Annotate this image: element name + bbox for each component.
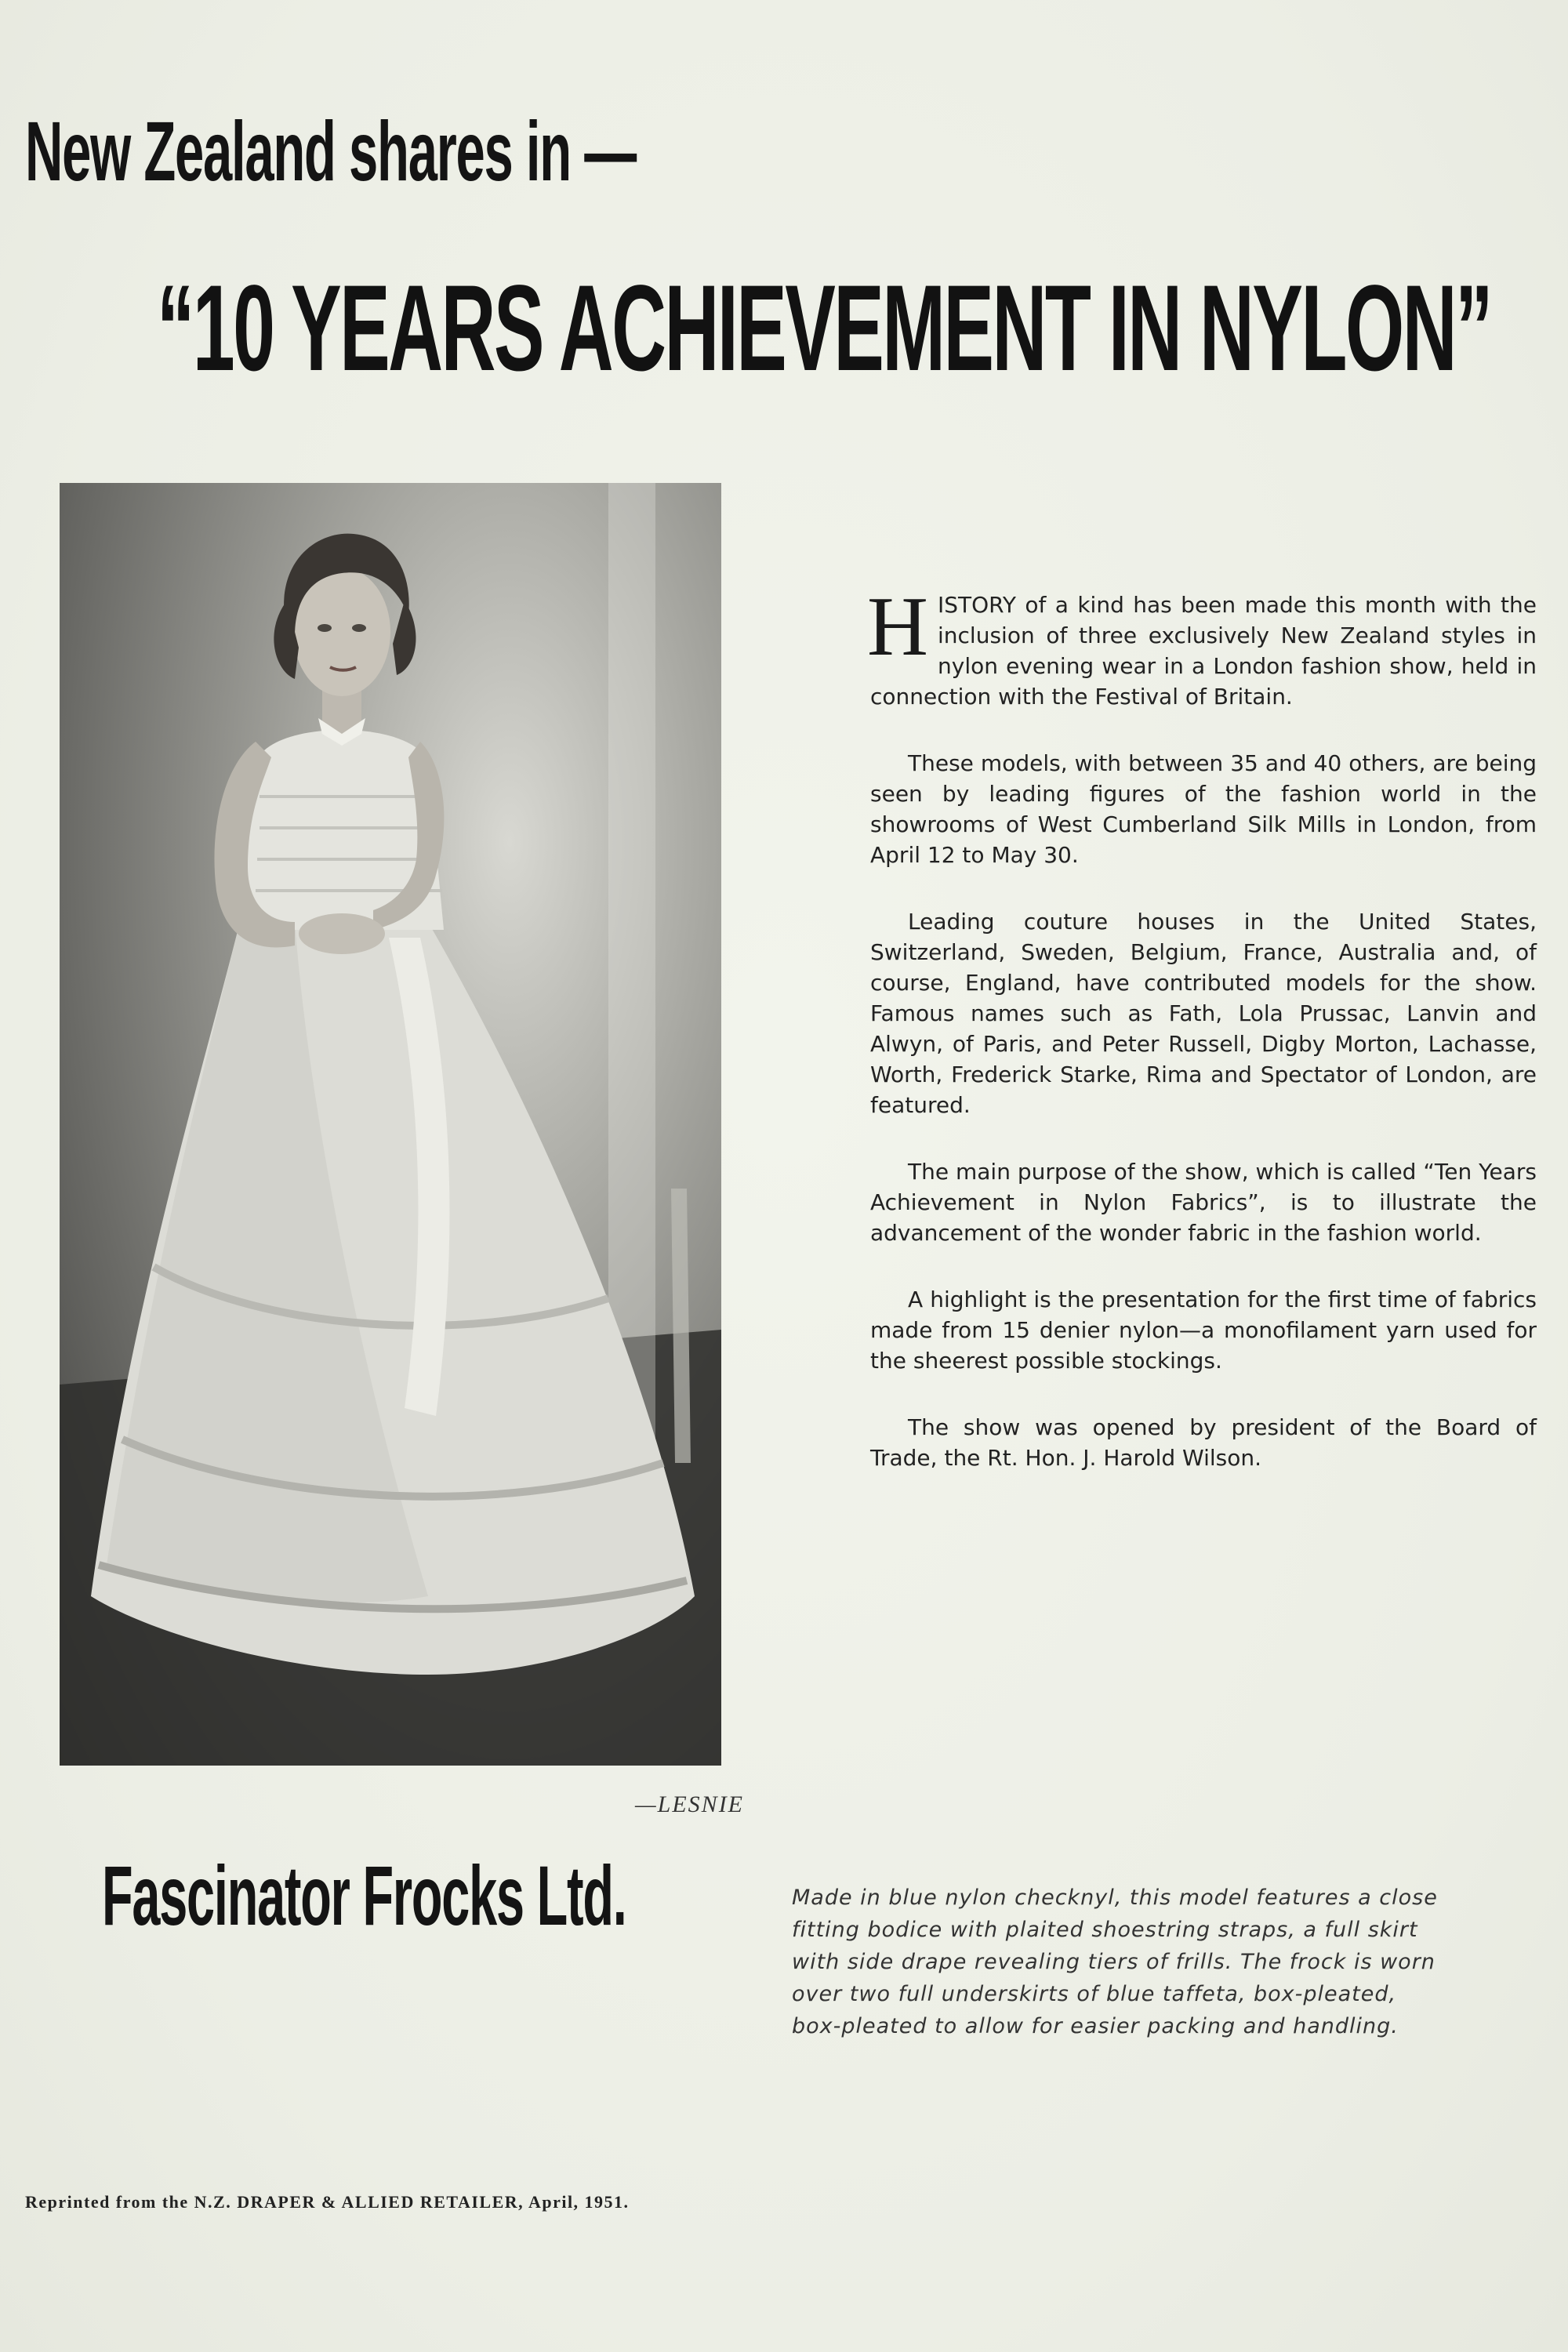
photo-caption: Made in blue nylon checknyl, this model features a close fitting bodice with plaited shoestring straps, a full skirt with side drape revealing tiers of frills. The frock is worn over two full underskirts of blue taffeta, box-pleated, box-pleated to allow for easier packing and handling. bbox=[792, 1886, 1438, 2038]
drop-cap: H bbox=[867, 580, 928, 673]
fashion-photograph bbox=[60, 483, 721, 1766]
model-in-evening-gown-illustration bbox=[60, 483, 721, 1766]
kicker-heading: New Zealand shares in — bbox=[25, 103, 636, 198]
article-paragraph: The show was opened by president of the Board of Trade, the Rt. Hon. J. Harold Wilson. bbox=[870, 1414, 1537, 1471]
article-paragraph: A highlight is the presentation for the first time of fabrics made from 15 denier nylon—a monofilament yarn used for the sheerest possible stockings. bbox=[870, 1287, 1537, 1374]
company-name: Fascinator Frocks Ltd. bbox=[102, 1848, 626, 1943]
paragraph-text: ISTORY of a kind has been made this month with the inclusion of three exclusively New Zealand styles in nylon evening wear in a London fashion show, held in connection with the Festival of Britain. bbox=[870, 592, 1537, 710]
article-paragraph: These models, with between 35 and 40 others, are being seen by leading figures of the fashion world in the showrooms of West Cumberland Silk Mills in London, from April 12 to May 30. bbox=[870, 750, 1537, 868]
photo-credit: —LESNIE bbox=[635, 1791, 745, 1817]
article-paragraph bbox=[867, 580, 1537, 712]
article-paragraph: The main purpose of the show, which is called “Ten Years Achievement in Nylon Fabrics”, is to illustrate the advancement of the wonder fabric in the fashion world. bbox=[870, 1159, 1537, 1246]
article-paragraph: Leading couture houses in the United States, Switzerland, Sweden, Belgium, France, Australia and, of course, England, have contributed models for the show. Famous names such as Fath, Lola Prussac, Lanvin and Alwyn, of Paris, and Peter Russell, Digby Morton, Lachasse, Worth, Frederick Starke, Rima and Spectator of London, are featured. bbox=[870, 909, 1537, 1118]
reprint-footer: Reprinted from the N.Z. DRAPER & ALLIED RETAILER, April, 1951. bbox=[25, 2192, 630, 2212]
article-body bbox=[867, 580, 1537, 1509]
page-headline: “10 YEARS ACHIEVEMENT IN NYLON” bbox=[157, 260, 1492, 397]
